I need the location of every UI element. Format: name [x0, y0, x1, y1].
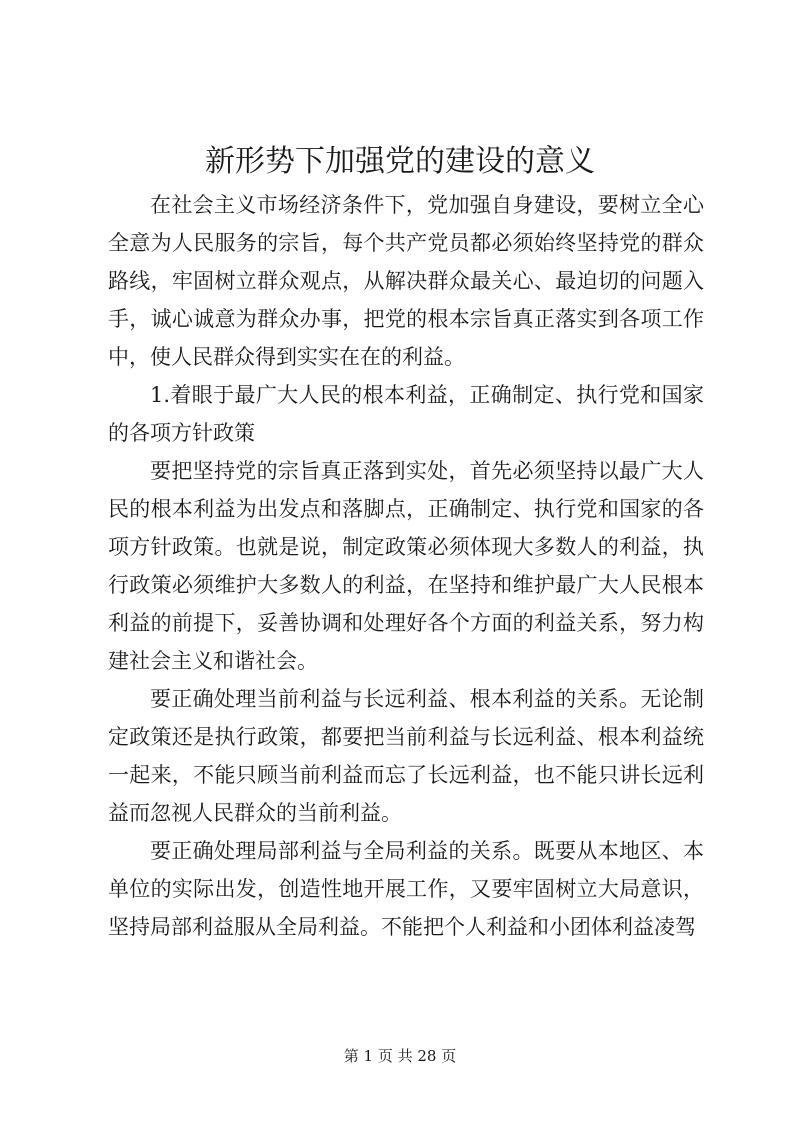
document-body: [108, 186, 704, 946]
paragraph-5: 要正确处理局部利益与全局利益的关系。既要从本地区、本单位的实际出发，创造性地开展工作，又要牢固树立大局意识，坚持局部利益服从全局利益。不能把个人利益和小团体利益凌驾: [108, 839, 704, 939]
paragraph-2-heading: 1.着眼于最广大人民的根本利益，正确制定、执行党和国家的各项方针政策: [108, 383, 704, 445]
document-title: 新形势下加强党的建设的意义: [205, 144, 595, 179]
paragraph-4: 要正确处理当前利益与长远利益、根本利益的关系。无论制定政策还是执行政策，都要把当前利益与长远利益、根本利益统一起来，不能只顾当前利益而忘了长远利益，也不能只讲长远利益而忽视人民群众的当前利益。: [108, 687, 704, 825]
page-number-label: 第 1 页 共 28 页: [343, 1047, 457, 1065]
paragraph-1: 在社会主义市场经济条件下，党加强自身建设，要树立全心全意为人民服务的宗旨，每个共产党员都必须始终坚持党的群众路线，牢固树立群众观点，从解决群众最关心、最迫切的问题入手，诚心诚意为群众办事，把党的根本宗旨真正落实到各项工作中，使人民群众得到实实在在的利益。: [108, 193, 704, 369]
paragraph-3: 要把坚持党的宗旨真正落到实处，首先必须坚持以最广大人民的根本利益为出发点和落脚点，正确制定、执行党和国家的各项方针政策。也就是说，制定政策必须体现大多数人的利益，执行政策必须维护大多数人的利益，在坚持和维护最广大人民根本利益的前提下，妥善协调和处理好各个方面的利益关系，努力构建社会主义和谐社会。: [108, 459, 704, 673]
page-footer: [0, 1046, 800, 1066]
